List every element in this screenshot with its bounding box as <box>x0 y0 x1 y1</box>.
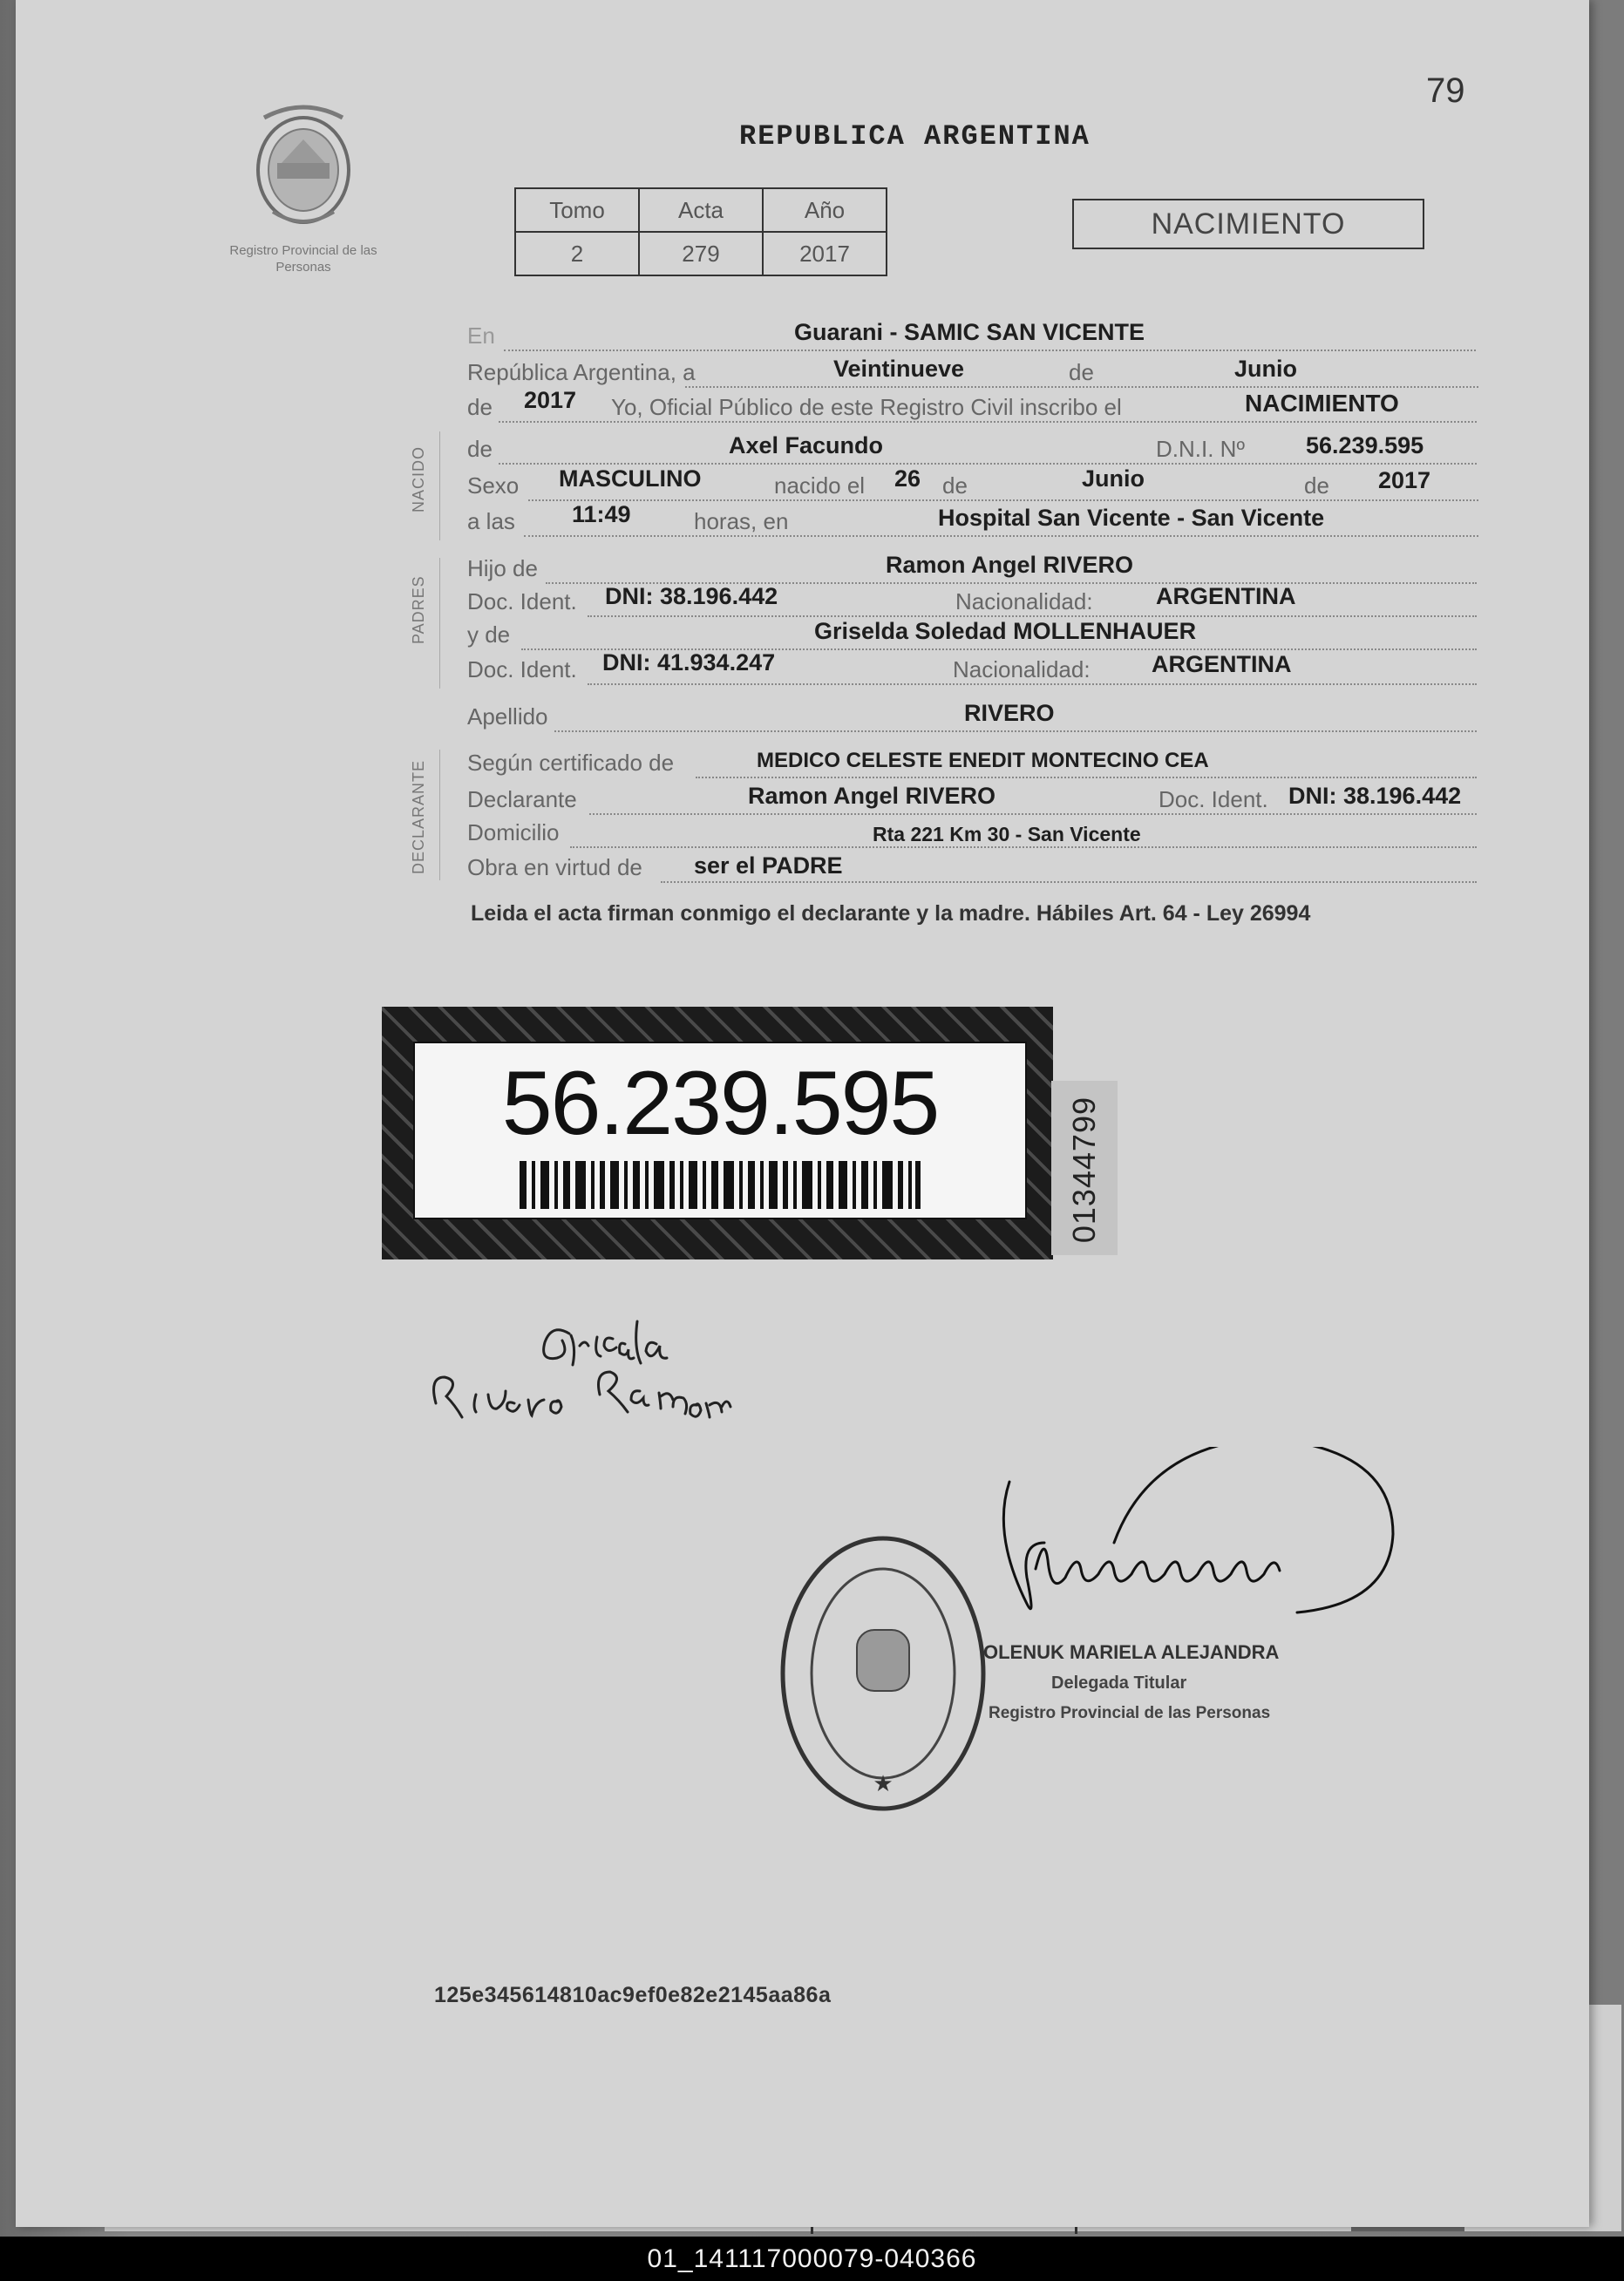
official-signature <box>975 1447 1463 1673</box>
acta-value: 279 <box>639 232 763 275</box>
row-date <box>467 355 1478 390</box>
row-officer <box>467 387 1478 424</box>
row-surname <box>467 699 1478 734</box>
dni-label: D.N.I. Nº <box>1156 436 1245 462</box>
declarant-label: Declarante <box>467 786 577 812</box>
father-doc-value: DNI: 38.196.442 <box>605 583 778 609</box>
reference-value-row <box>515 232 887 275</box>
row-father <box>467 551 1478 586</box>
hours-label: horas, en <box>694 508 789 534</box>
section-label-born: NACIDO <box>410 446 427 513</box>
mother-name-value: Griselda Soledad MOLLENHAUER <box>814 618 1197 644</box>
birth-month-value: Junio <box>1082 465 1145 492</box>
dotted-line <box>524 535 1478 537</box>
document-hash: 125e345614810ac9ef0e82e2145aa86a <box>434 1983 832 2007</box>
birth-day-value: 26 <box>894 465 921 492</box>
capacity-value: ser el PADRE <box>694 852 843 879</box>
row-mother-doc <box>467 649 1478 687</box>
dotted-line <box>499 463 1477 465</box>
anio-value: 2017 <box>763 232 887 275</box>
month-value: Junio <box>1234 356 1297 382</box>
name-label: de <box>467 436 493 462</box>
section-divider <box>439 431 440 540</box>
certificate-value: MEDICO CELESTE ENEDIT MONTECINO CEA <box>757 749 1209 772</box>
dotted-line <box>661 881 1477 883</box>
and-label: y de <box>467 621 511 648</box>
dotted-line <box>554 730 1477 732</box>
official-registry: Registro Provincial de las Personas <box>989 1704 1271 1722</box>
republic-label: República Argentina, a <box>467 359 696 385</box>
dotted-line <box>570 846 1477 848</box>
anio-header: Año <box>763 188 887 232</box>
barcode-panel <box>413 1042 1027 1219</box>
day-value: Veintinueve <box>833 356 965 382</box>
father-name-value: Ramon Angel RIVERO <box>886 552 1134 578</box>
document-page <box>16 0 1589 2227</box>
crest-caption: Registro Provincial de las Personas <box>229 243 377 275</box>
sex-value: MASCULINO <box>559 465 702 492</box>
dotted-line <box>696 777 1477 778</box>
section-label-parents: PADRES <box>410 575 427 645</box>
row-sex-birth <box>467 465 1478 503</box>
row-capacity <box>467 850 1478 885</box>
child-of-label: Hijo de <box>467 555 538 581</box>
year-prefix-label: de <box>467 394 493 420</box>
official-name: OLENUK MARIELA ALEJANDRA <box>983 1641 1280 1663</box>
dni-barcode-label <box>382 1007 1053 1259</box>
serial-tag <box>1051 1081 1118 1255</box>
section-label-declarant: DECLARANTE <box>410 759 427 875</box>
declarant-doc-label: Doc. Ident. <box>1159 786 1268 812</box>
declarant-doc-value: DNI: 38.196.442 <box>1288 783 1462 809</box>
handwritten-signatures <box>417 1299 1027 1473</box>
birth-time-value: 11:49 <box>572 501 631 527</box>
row-time-place <box>467 501 1478 539</box>
de-label: de <box>1069 359 1094 385</box>
act-type-value: NACIMIENTO <box>1245 390 1399 417</box>
officer-text: Yo, Oficial Público de este Registro Civil inscribo el <box>611 394 1122 420</box>
birth-de-label: de <box>942 472 968 499</box>
mother-doc-value: DNI: 41.934.247 <box>602 649 776 675</box>
nationality-label: Nacionalidad: <box>953 656 1091 682</box>
birth-place-value: Hospital San Vicente - San Vicente <box>938 505 1325 531</box>
row-name <box>467 431 1478 466</box>
row-father-doc <box>467 584 1478 619</box>
surname-label: Apellido <box>467 703 548 730</box>
reference-header-row <box>515 188 887 232</box>
doc-label: Doc. Ident. <box>467 656 577 682</box>
mother-nationality-value: ARGENTINA <box>1152 651 1292 677</box>
place-value: Guarani - SAMIC SAN VICENTE <box>794 319 1145 345</box>
name-value: Axel Facundo <box>729 432 884 458</box>
reference-table <box>514 187 887 276</box>
row-certificate <box>467 745 1478 780</box>
section-divider <box>439 750 440 880</box>
born-label: nacido el <box>774 472 866 499</box>
birth-year-value: 2017 <box>1378 467 1431 493</box>
surname-value: RIVERO <box>964 700 1055 726</box>
official-seal <box>774 1530 992 1817</box>
certificate-label: Según certificado de <box>467 750 675 776</box>
dotted-line <box>504 350 1476 351</box>
birth-de-label: de <box>1304 472 1329 499</box>
document-type-box: NACIMIENTO <box>1072 199 1424 249</box>
section-divider <box>439 558 440 689</box>
doc-label: Doc. Ident. <box>467 588 577 614</box>
scan-filename: 01_141117000079-040366 <box>0 2237 1624 2281</box>
row-declarant <box>467 782 1478 817</box>
barcode-number: 56.239.595 <box>501 1053 939 1154</box>
coat-of-arms-icon <box>238 100 369 231</box>
page-number: 79 <box>1426 71 1465 110</box>
address-value: Rta 221 Km 30 - San Vicente <box>873 823 1141 845</box>
row-place <box>467 318 1478 353</box>
sex-label: Sexo <box>467 472 520 499</box>
document-title: REPUBLICA ARGENTINA <box>739 120 1091 153</box>
dotted-line <box>528 499 1478 501</box>
at-label: a las <box>467 508 515 534</box>
capacity-label: Obra en virtud de <box>467 854 642 880</box>
svg-text:★: ★ <box>873 1770 894 1796</box>
barcode-icon <box>520 1161 921 1209</box>
nationality-label: Nacionalidad: <box>955 588 1093 614</box>
row-mother <box>467 617 1478 652</box>
declarant-value: Ramon Angel RIVERO <box>748 783 996 809</box>
father-nationality-value: ARGENTINA <box>1156 583 1296 609</box>
en-label: En <box>467 322 495 349</box>
dotted-line <box>685 386 1478 388</box>
dni-value: 56.239.595 <box>1306 432 1424 458</box>
official-role: Delegada Titular <box>1051 1673 1187 1693</box>
tomo-header: Tomo <box>515 188 639 232</box>
year-value: 2017 <box>524 387 577 413</box>
dotted-line <box>588 683 1477 685</box>
dotted-line <box>499 421 1477 423</box>
serial-number: 01344799 <box>1066 1096 1102 1244</box>
tomo-value: 2 <box>515 232 639 275</box>
row-address <box>467 815 1478 850</box>
closing-statement: Leida el acta firman conmigo el declarante y la madre. Hábiles Art. 64 - Ley 26994 <box>471 901 1311 926</box>
address-label: Domicilio <box>467 819 560 845</box>
acta-header: Acta <box>639 188 763 232</box>
